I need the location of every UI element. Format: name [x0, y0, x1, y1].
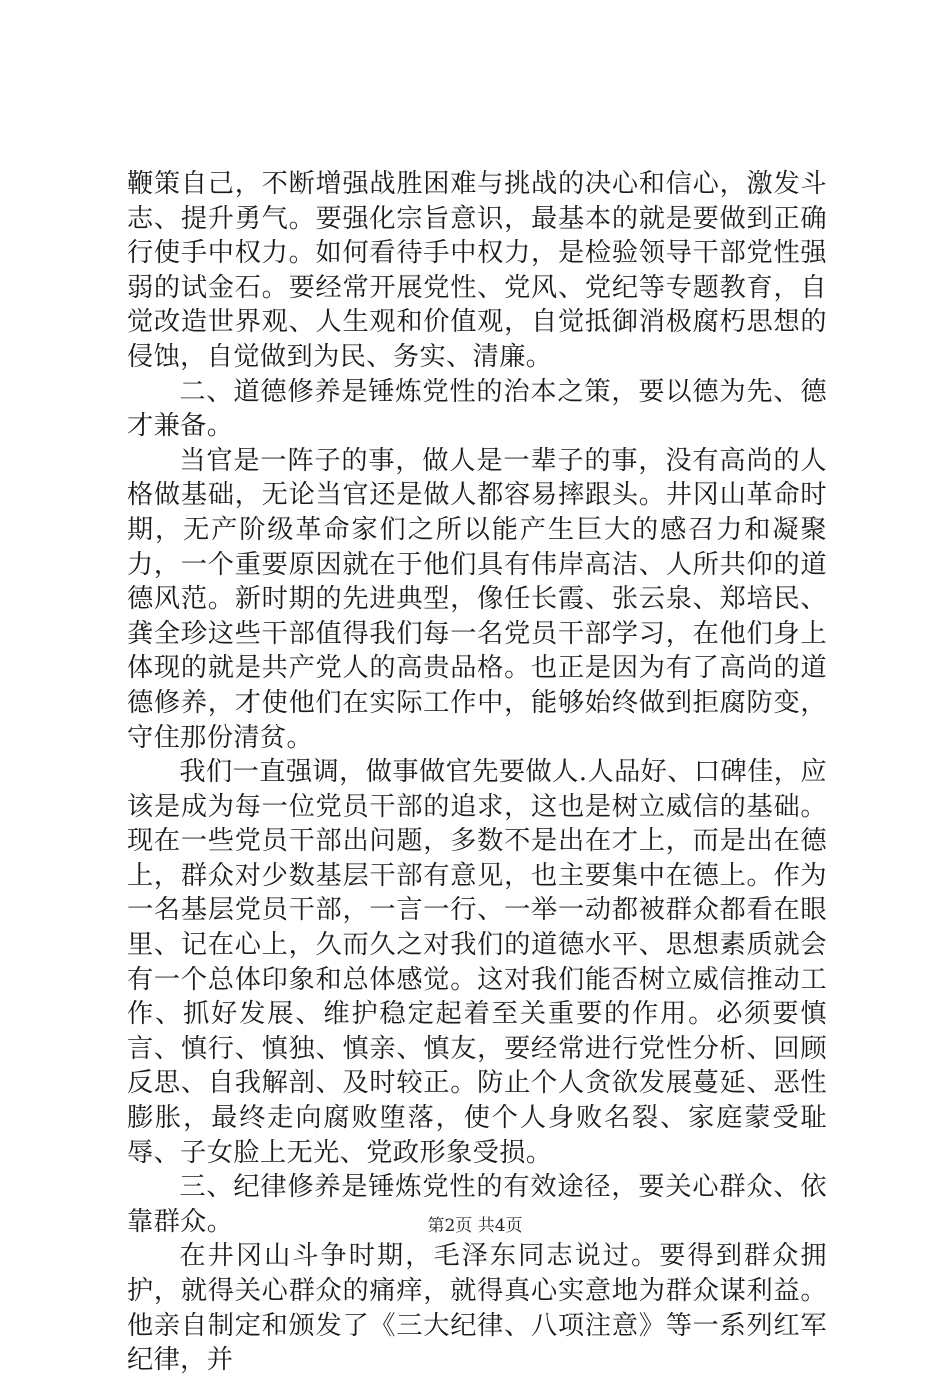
- section-heading-2: 二、道德修养是锤炼党性的治本之策，要以德为先、德才兼备。: [127, 376, 827, 442]
- document-body: [127, 167, 827, 1378]
- paragraph: 我们一直强调，做事做官先要做人.人品好、口碑佳，应该是成为每一位党员干部的追求，这也是树立威信的基础。现在一些党员干部出问题，多数不是出在才上，而是出在德上，群众对少数基层干部有意见，也主要集中在德上。作为一名基层党员干部，一言一行、一举一动都被群众都看在眼里、记在心上，久而久之对我们的道德水平、思想素质就会有一个总体印象和总体感觉。这对我们能否树立威信推动工作、抓好发展、维护稳定起着至关重要的作用。必须要慎言、慎行、慎独、慎亲、慎友，要经常进行党性分析、回顾反思、自我解剖、及时较正。防止个人贪欲发展蔓延、恶性膨胀，最终走向腐败堕落，使个人身败名裂、家庭蒙受耻辱、子女脸上无光、党政形象受损。: [127, 757, 827, 1168]
- page-footer: 第2页 共4页: [427, 1216, 523, 1236]
- paragraph: 在井冈山斗争时期，毛泽东同志说过。要得到群众拥护，就得关心群众的痛痒，就得真心实意地为群众谋利益。他亲自制定和颁发了《三大纪律、八项注意》等一系列红军纪律，并: [127, 1241, 827, 1376]
- paragraph: 当官是一阵子的事，做人是一辈子的事，没有高尚的人格做基础，无论当官还是做人都容易摔跟头。井冈山革命时期，无产阶级革命家们之所以能产生巨大的感召力和凝聚力，一个重要原因就在于他们具有伟岸高洁、人所共仰的道德风范。新时期的先进典型，像任长霞、张云泉、郑培民、龚全珍这些干部值得我们每一名党员干部学习，在他们身上体现的就是共产党人的高贵品格。也正是因为有了高尚的道德修养，才使他们在实际工作中，能够始终做到拒腐防变，守住那份清贫。: [127, 445, 827, 753]
- section-heading-3: 三、纪律修养是锤炼党性的有效途径，要关心群众、依靠群众。: [127, 1172, 827, 1237]
- paragraph-continuation: 鞭策自己，不断增强战胜困难与挑战的决心和信心，激发斗志、提升勇气。要强化宗旨意识，最基本的就是要做到正确行使手中权力。如何看待手中权力，是检验领导干部党性强弱的试金石。要经常开展党性、党风、党纪等专题教育，自觉改造世界观、人生观和价值观，自觉抵御消极腐朽思想的侵蚀，自觉做到为民、务实、清廉。: [127, 169, 827, 372]
